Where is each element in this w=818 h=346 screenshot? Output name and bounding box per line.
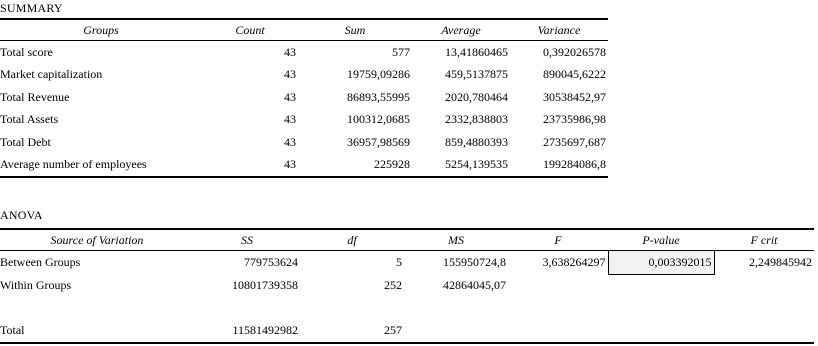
group-name: Total Revenue [0,89,70,104]
anova-table [0,228,814,344]
table-row [0,297,814,320]
anova-header-f-crit: F crit [714,229,814,251]
summary-title: SUMMARY [0,1,63,15]
anova-header-df: df [300,229,404,251]
group-name: Market capitalization [0,67,103,82]
group-name: Total Debt [0,134,51,149]
p-value-cell [608,320,714,344]
table-row [0,251,814,275]
ms-cell [404,297,508,320]
variance-cell: 0,392026578 [543,44,606,59]
table-row [0,274,814,297]
anova-header-ms: MS [404,229,508,251]
f-cell: 3,638264297 [542,255,606,269]
count-cell: 43 [284,89,296,104]
count-cell: 43 [202,154,298,178]
anova-title: ANOVA [0,208,43,222]
group-name: Total score [0,44,53,59]
sum-cell: 577 [392,44,410,59]
sum-cell: 36957,98569 [347,134,410,149]
average-cell: 2020,780464 [445,89,508,104]
summary-table [0,18,608,178]
group-name: Average number of employees [0,154,202,178]
table-row [0,109,608,132]
ms-cell: 42864045,07 [443,278,506,292]
sum-cell: 86893,55995 [347,89,410,104]
average-cell: 859,4880393 [445,134,508,149]
summary-header-sum: Sum [298,19,412,41]
sum-cell: 19759,09286 [347,67,410,82]
count-cell: 43 [284,134,296,149]
f-cell [508,274,608,297]
f-crit-cell [714,274,814,297]
ss-cell: 779753624 [244,255,298,269]
average-cell: 13,41860465 [445,44,508,59]
count-cell: 43 [284,112,296,127]
ss-cell: 10801739358 [232,278,298,292]
p-value-cell [608,274,714,297]
table-row [0,41,608,64]
source-cell: Between Groups [0,255,81,269]
df-cell: 5 [396,255,402,269]
table-row [0,86,608,109]
ms-cell: 155950724,8 [443,255,506,269]
source-cell: Total [0,320,194,344]
variance-cell: 30538452,97 [543,89,606,104]
variance-cell: 199284086,8 [510,154,608,178]
group-name: Total Assets [0,112,59,127]
summary-header-groups: Groups [0,19,202,41]
df-cell: 252 [384,278,402,292]
f-crit-cell: 2,249845942 [749,255,812,269]
average-cell: 5254,139535 [412,154,510,178]
table-row [0,131,608,154]
ss-cell: 11581492982 [194,320,300,344]
summary-header-variance: Variance [510,19,608,41]
table-row [0,154,608,178]
summary-header-count: Count [202,19,298,41]
count-cell: 43 [284,67,296,82]
df-cell [300,297,404,320]
ms-cell [404,320,508,344]
table-row [0,64,608,87]
f-crit-cell [714,297,814,320]
anova-header-ss: SS [194,229,300,251]
f-cell [508,320,608,344]
variance-cell: 23735986,98 [543,112,606,127]
source-cell [0,297,194,320]
df-cell: 257 [300,320,404,344]
anova-header-p-value: P-value [608,229,714,251]
sum-cell: 100312,0685 [347,112,410,127]
f-crit-cell [714,320,814,344]
sum-cell: 225928 [298,154,412,178]
average-cell: 459,5137875 [445,67,508,82]
p-value-cell [608,297,714,320]
variance-cell: 890045,6222 [543,67,606,82]
anova-header-f: F [508,229,608,251]
variance-cell: 2735697,687 [543,134,606,149]
anova-header-source: Source of Variation [0,229,194,251]
count-cell: 43 [284,44,296,59]
summary-header-average: Average [412,19,510,41]
p-value-cell-selected[interactable]: 0,003392015 [608,251,714,275]
ss-cell [194,297,300,320]
source-cell: Within Groups [0,278,72,292]
table-row [0,320,814,344]
average-cell: 2332,838803 [445,112,508,127]
f-cell [508,297,608,320]
